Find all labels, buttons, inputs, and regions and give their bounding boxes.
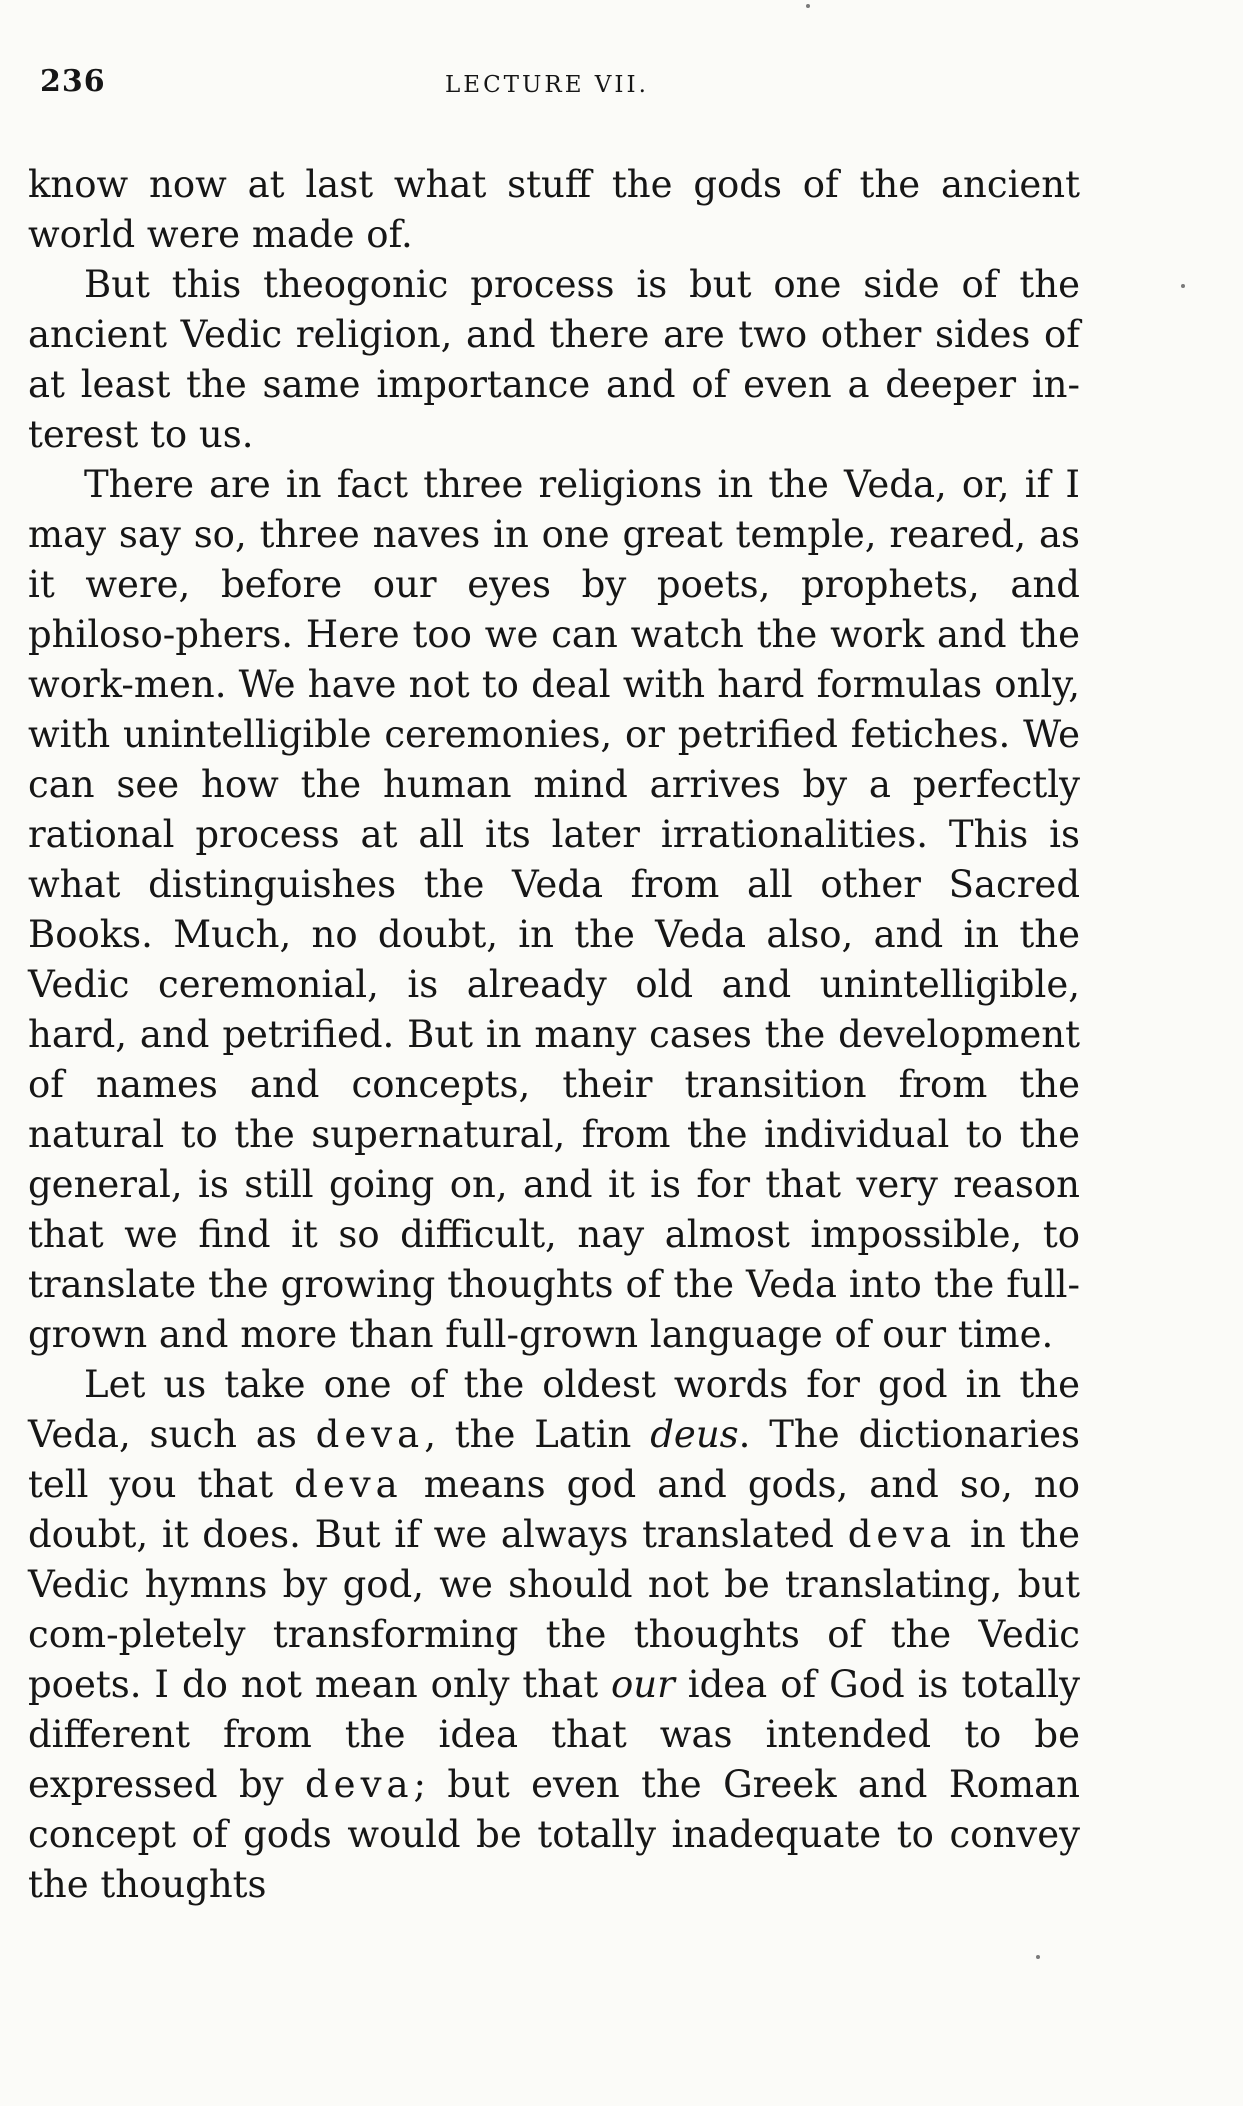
sanskrit-term: deva <box>847 1513 957 1556</box>
page-number: 236 <box>40 64 106 99</box>
body-text <box>28 160 1080 1910</box>
paragraph-3: There are in fact three religions in the Veda, or, if I may say so, three naves in one great temple, reared, as it were, before our eyes by poets, prophets, and philoso-phers. Here too we can watch the work and the work-men. We have not to deal with hard formulas only, with unintelligible ceremonies, or petrified fetiches. We can see how the human mind arrives by a perfectly rational process at all its later irrationalities. This is what distinguishes the Veda from all other Sacred Books. Much, no doubt, in the Veda also, and in the Vedic ceremonial, is already old and unintelligible, hard, and petrified. But in many cases the development of names and concepts, their transition from the natural to the supernatural, from the individual to the general, is still going on, and it is for that very reason that we find it so difficult, nay almost impossible, to translate the growing thoughts of the Veda into the full-grown and more than full-grown language of our time. <box>28 463 1080 1356</box>
sanskrit-term: deva <box>304 1763 414 1806</box>
paper-speck <box>806 4 810 8</box>
paragraph-4: Let us take one of the oldest words for god in the Veda, such as deva, the Latin deus. The dictionaries tell you that deva means god and gods, and so, no doubt, it does. But if we always translated deva in the Vedic hymns by god, we should not be translating, but com-pletely transforming the thoughts of the Vedic poets. I do not mean only that our idea of God is totally different from the idea that was intended to be expressed by deva; but even the Greek and Roman concept of gods would be totally inadequate to convey the thoughts <box>28 1363 1081 1906</box>
latin-term: deus <box>650 1413 739 1456</box>
paragraph-2: But this theogonic process is but one side of the ancient Vedic religion, and there are two other sides of at least the same importance and of even a deeper in-terest to us. <box>28 263 1080 456</box>
paper-speck <box>1181 284 1185 288</box>
page-header <box>40 64 1080 104</box>
sanskrit-term: deva <box>315 1413 425 1456</box>
running-head: LECTURE VII. <box>445 72 649 98</box>
sanskrit-term: deva <box>294 1463 403 1506</box>
emphasis: our <box>611 1663 675 1706</box>
paragraph-1: know now at last what stuff the gods of the ancient world were made of. <box>28 163 1080 256</box>
paper-speck <box>1036 1955 1040 1959</box>
